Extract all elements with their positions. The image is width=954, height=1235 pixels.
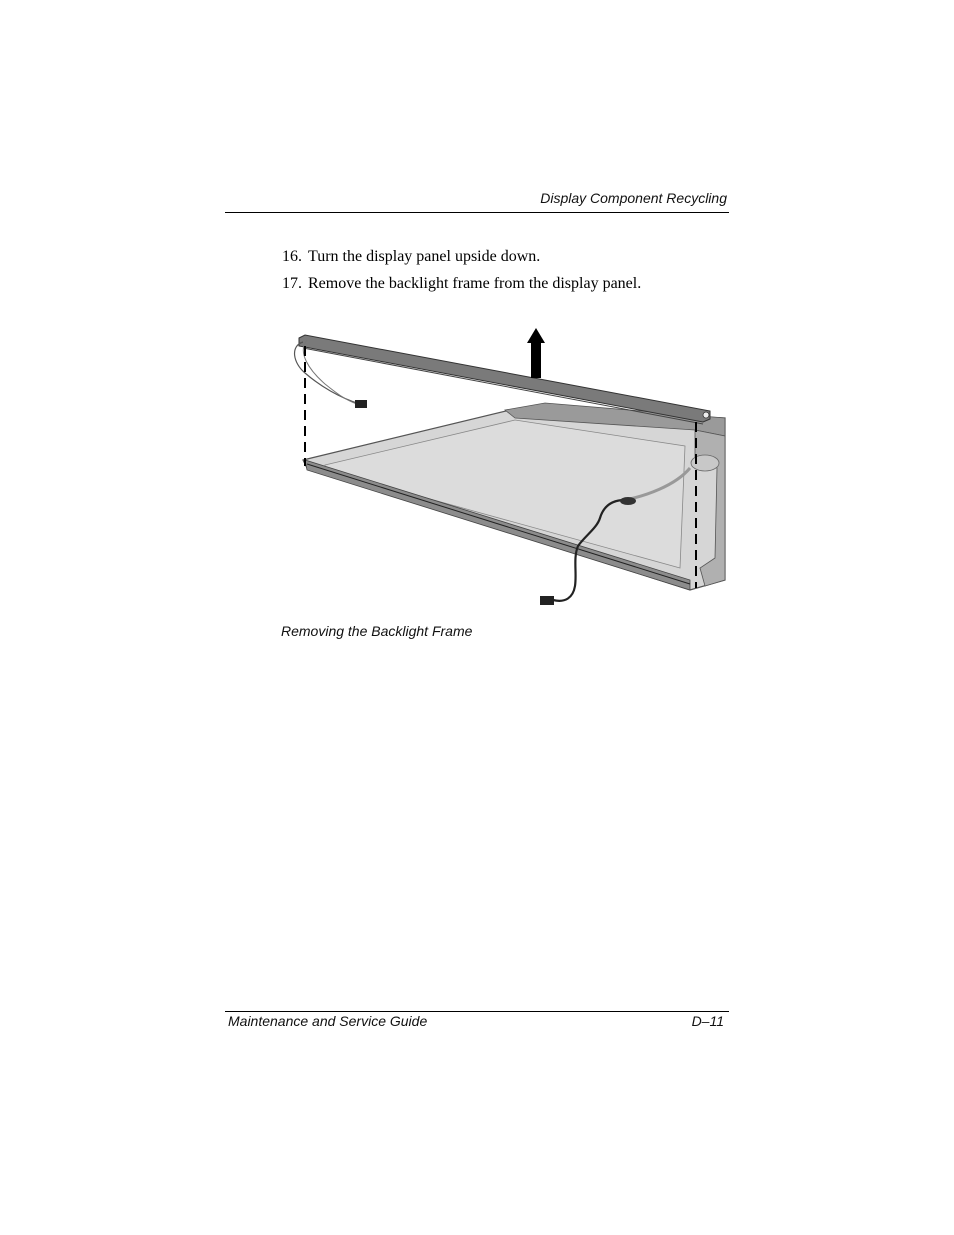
footer-guide-title: Maintenance and Service Guide (228, 1013, 428, 1029)
page-number: D–11 (691, 1013, 724, 1029)
step-text: Turn the display panel upside down. (308, 248, 541, 265)
footer-rule (225, 1011, 729, 1012)
backlight-frame-illustration (285, 318, 735, 613)
step-text: Remove the backlight frame from the display panel. (308, 275, 642, 292)
lift-arrow-icon (527, 328, 545, 378)
header-rule (225, 212, 729, 213)
figure-caption: Removing the Backlight Frame (281, 623, 473, 639)
running-header: Display Component Recycling (540, 190, 727, 206)
step-17 (282, 275, 742, 293)
panel-cable-connector (540, 596, 554, 605)
step-16 (282, 248, 742, 266)
backlight-frame (299, 335, 710, 422)
step-number: 17. (282, 275, 302, 292)
step-number: 16. (282, 248, 302, 265)
frame-cable-connector (355, 400, 367, 408)
